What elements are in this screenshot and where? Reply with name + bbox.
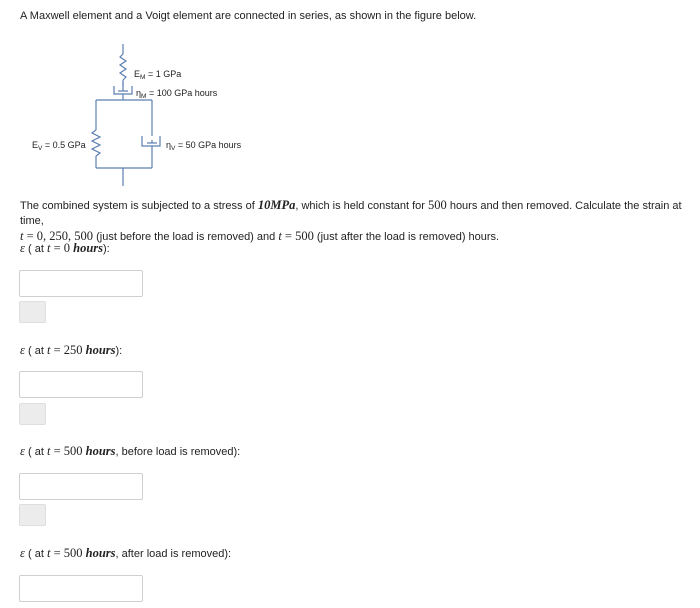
voigt-modulus-label: $E_V = 0.5$ GPa xyxy=(32,140,86,152)
question-label-t500-before: ε ( at t = 500 hours, before load is removed): xyxy=(20,444,241,458)
answer-input-t500-after[interactable] xyxy=(19,575,143,602)
answer-input-t500-before[interactable] xyxy=(19,473,143,500)
question-label-t500-after: ε ( at t = 500 hours, after load is removed): xyxy=(20,546,232,560)
question-label-t250: ε ( at t = 250 hours): xyxy=(20,343,123,357)
problem-statement: The combined system is subjected to a stress of 10MPa, which is held constant for 500 hours and then removed. Calculate the strain at time, t = 0, 250, 500 (just before the load is removed) and t = 500 (just after the load is removed) hours. xyxy=(20,198,682,243)
answer-input-t250[interactable] xyxy=(19,371,143,398)
maxwell-modulus-label: $E_M = 1$ GPa xyxy=(134,69,182,81)
maxwell-spring xyxy=(120,54,126,80)
voigt-viscosity-label: $\eta_V = 50$ GPa hours xyxy=(166,140,242,152)
unit-button-t0[interactable] xyxy=(19,301,46,323)
intro-text: A Maxwell element and a Voigt element are connected in series, as shown in the figure below. xyxy=(20,10,477,22)
unit-button-t500-before[interactable] xyxy=(19,504,46,526)
answer-input-t0[interactable] xyxy=(19,270,143,297)
maxwell-voigt-diagram xyxy=(0,36,330,196)
stress-value: 10MPa xyxy=(257,198,296,212)
unit-button-t250[interactable] xyxy=(19,403,46,425)
voigt-spring xyxy=(92,130,100,156)
maxwell-viscosity-label: $\eta_M = 100$ GPa hours xyxy=(136,88,218,100)
voigt-dashpot xyxy=(142,136,160,146)
question-label-t0: ε ( at t = 0 hours): xyxy=(20,241,110,255)
time-list: = 0, 250, 500 xyxy=(23,229,94,243)
hold-duration: 500 xyxy=(428,198,447,212)
